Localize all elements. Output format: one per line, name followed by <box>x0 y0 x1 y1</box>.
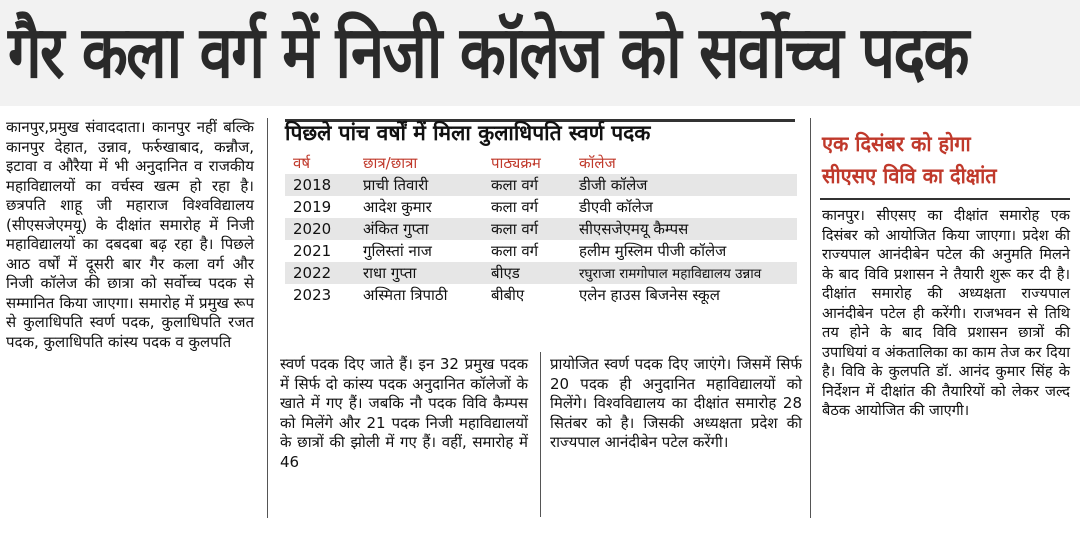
sidebar-rule <box>820 198 1070 200</box>
cell-course: कला वर्ग <box>483 218 571 240</box>
header-course: पाठ्यक्रम <box>491 154 541 172</box>
sidebar-article-column <box>822 206 1070 421</box>
medal-table-header-row <box>285 152 797 174</box>
middle-article-text-2: प्रायोजित स्वर्ण पदक दिए जाएंगे। जिसमें सिर्फ 20 पदक ही अनुदानित महाविद्यालयों को मिलेंगे। विश्वविद्यालय का दीक्षांत समारोह 28 सितंबर को है। जिसकी अध्यक्षता प्रदेश की राज्यपाल आनंदीबेन पटेल करेंगी। <box>550 355 802 451</box>
cell-college: डीएवी कॉलेज <box>579 198 653 216</box>
column-divider-left <box>267 118 268 518</box>
table-row <box>285 196 797 218</box>
cell-year: 2023 <box>293 286 332 304</box>
cell-year: 2018 <box>285 174 355 196</box>
table-row <box>285 262 797 284</box>
cell-year: 2021 <box>293 242 332 260</box>
cell-course: बीबीए <box>491 286 525 304</box>
cell-college: रघुराजा रामगोपाल महाविद्यालय उन्नाव <box>571 262 797 284</box>
table-row <box>285 284 797 306</box>
header-college: कॉलेज <box>579 154 616 172</box>
header-student: छात्र/छात्रा <box>363 154 418 172</box>
cell-course: कला वर्ग <box>491 242 539 260</box>
left-article-column <box>6 118 254 352</box>
cell-student: आदेश कुमार <box>363 198 432 216</box>
sidebar-headline-line-2: सीएसए विवि का दीक्षांत <box>822 164 997 188</box>
column-divider-right <box>810 118 811 518</box>
headline: गैर कला वर्ग में निजी कॉलेज को सर्वोच्च पदक <box>8 10 968 94</box>
table-row <box>285 174 797 196</box>
cell-student: अस्मिता त्रिपाठी <box>363 286 448 304</box>
middle-article-column-2 <box>550 355 802 453</box>
sidebar-headline <box>822 128 1062 192</box>
middle-article-column-1 <box>280 355 528 472</box>
cell-year: 2022 <box>285 262 355 284</box>
cell-college: हलीम मुस्लिम पीजी कॉलेज <box>579 242 727 260</box>
medal-table-box <box>285 120 805 345</box>
cell-course: कला वर्ग <box>491 198 539 216</box>
left-article-text: कानपुर,प्रमुख संवाददाता। कानपुर नहीं बल्कि कानपुर देहात, उन्नाव, फर्रुखाबाद, कन्नौज, इटावा व औरैया में भी अनुदानित व राजकीय महाविद्यालयों का वर्चस्व खत्म हो रहा है। छत्रपति शाहू जी महाराज विश्वविद्यालय (सीएसजेएमयू) के दीक्षांत समारोह में निजी महाविद्यालयों का दबदबा बढ़ रहा है। पिछले आठ वर्षों में दूसरी बार गैर कला वर्ग और निजी कॉलेज की छात्रा को सर्वोच्च पदक से सम्मानित किया जाएगा। समारोह में प्रमुख रूप से कुलाधिपति स्वर्ण पदक, कुलाधिपति रजत पदक, कुलाधिपति कांस्य पदक व कुलपति <box>6 118 254 351</box>
cell-year: 2019 <box>293 198 332 216</box>
cell-student: राधा गुप्ता <box>355 262 483 284</box>
cell-student: प्राची तिवारी <box>355 174 483 196</box>
column-divider-middle <box>540 352 541 517</box>
table-row <box>285 218 797 240</box>
cell-student: अंकित गुप्ता <box>355 218 483 240</box>
middle-article-text-1: स्वर्ण पदक दिए जाते हैं। इन 32 प्रमुख पदक में सिर्फ दो कांस्य पदक अनुदानित कॉलेजों के खाते में गए हैं। जबकि नौ पदक विवि कैम्पस को मिलेंगे और 21 पदक निजी महाविद्यालयों के छात्रों की झोली में गए हैं। वहीं, समारोह में 46 <box>280 355 528 471</box>
medal-table-title: पिछले पांच वर्षों में मिला कुलाधिपति स्वर्ण पदक <box>285 121 651 145</box>
table-row <box>285 240 797 262</box>
medal-table <box>285 152 797 306</box>
cell-college: डीजी कॉलेज <box>571 174 797 196</box>
headline-banner <box>0 0 1080 106</box>
header-year: वर्ष <box>293 154 311 172</box>
cell-course: बीएड <box>483 262 571 284</box>
cell-college: एलेन हाउस बिजनेस स्कूल <box>579 286 720 304</box>
cell-year: 2020 <box>285 218 355 240</box>
sidebar-article-text: कानपुर। सीएसए का दीक्षांत समारोह एक दिसंबर को आयोजित किया जाएगा। प्रदेश की राज्यपाल आनंदीबेन पटेल की अनुमति मिलने के बाद विवि प्रशासन ने तैयारी शुरू कर दी है। दीक्षांत समारोह की अध्यक्षता राज्यपाल आनंदीबेन पटेल ही करेंगी। राजभवन से तिथि तय होने के बाद विवि प्रशासन छात्रों की उपाधियां व अंकतालिका का काम तेज कर दिया है। विवि के कुलपति डॉ. आनंद कुमार सिंह के निर्देशन में दीक्षांत की तैयारियों को लेकर जल्द बैठक आयोजित की जाएगी। <box>822 207 1070 419</box>
cell-student: गुलिस्तां नाज <box>363 242 432 260</box>
cell-course: कला वर्ग <box>483 174 571 196</box>
cell-college: सीएसजेएमयू कैम्पस <box>571 218 797 240</box>
sidebar-headline-line-1: एक दिसंबर को होगा <box>822 132 971 156</box>
